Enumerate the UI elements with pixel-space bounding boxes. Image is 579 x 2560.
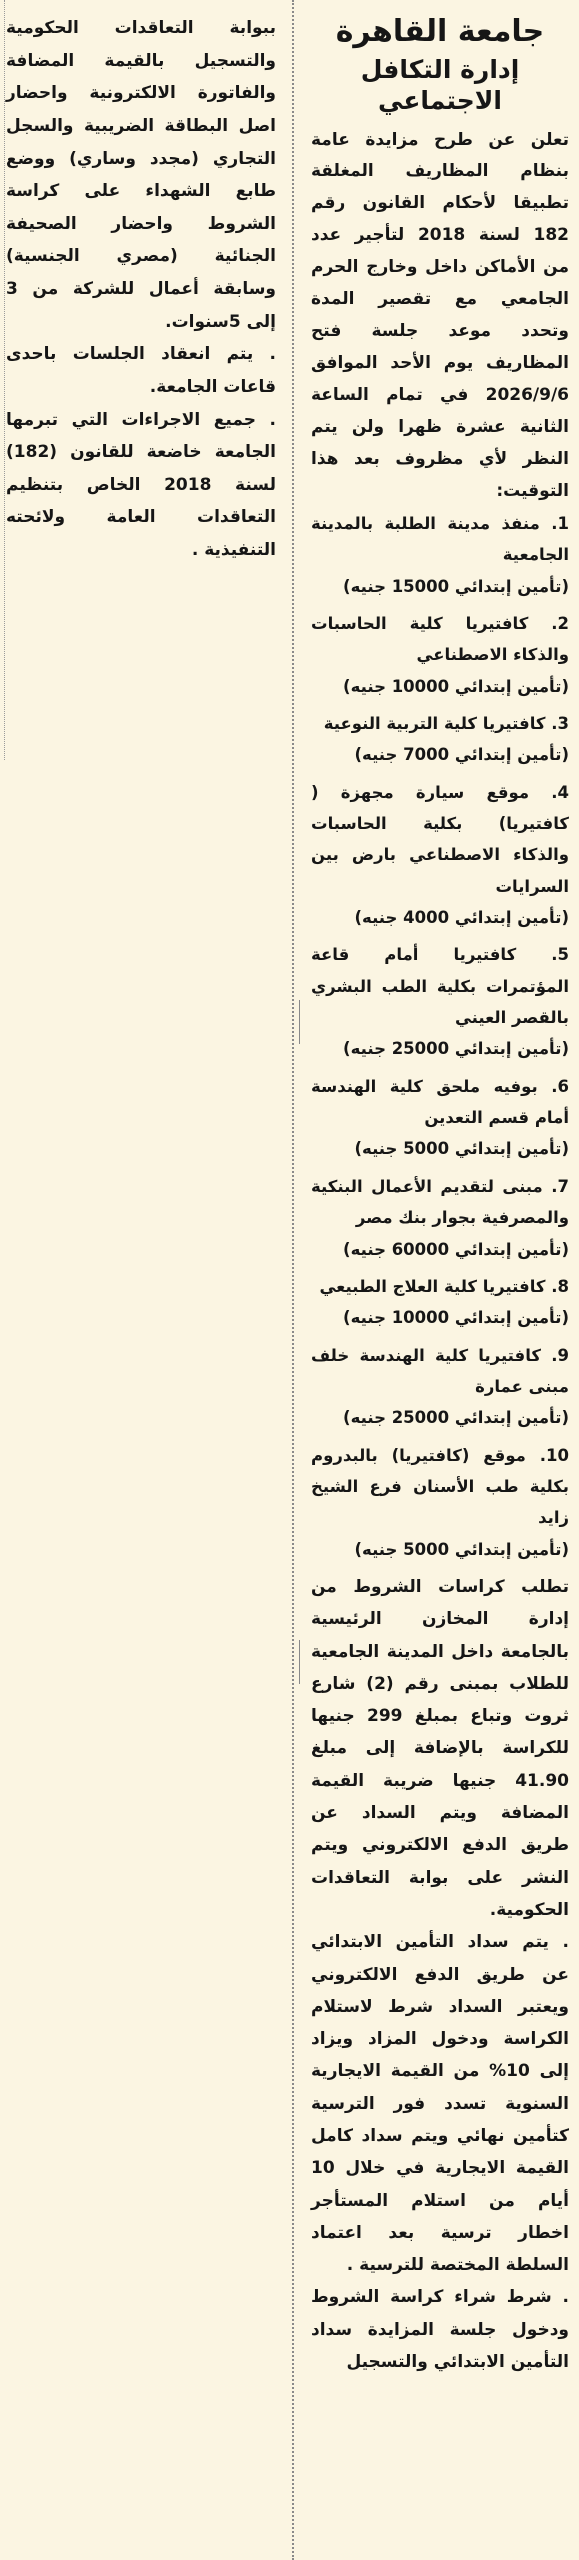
deposit-amount: (تأمين إبتدائي 5000 جنيه) xyxy=(354,1139,569,1159)
university-title: جامعة القاهرة xyxy=(335,14,545,49)
deposit-amount: (تأمين إبتدائي 10000 جنيه) xyxy=(343,676,569,696)
deposit-amount: (تأمين إبتدائي 25000 جنيه) xyxy=(343,1408,569,1428)
list-item: 6. بوفيه ملحق كلية الهندسة أمام قسم التعدين xyxy=(311,1076,569,1128)
list-item: 5. كافتيريا أمام قاعة المؤتمرات بكلية الطب البشري بالقصر العيني xyxy=(311,945,569,1028)
conditions-paragraph: . شرط شراء كراسة الشروط ودخول جلسة المزايدة سداد التأمين الابتدائي والتسجيل xyxy=(311,2287,569,2373)
deposit-amount: (تأمين إبتدائي 5000 جنيه) xyxy=(354,1539,569,1559)
deposit-amount: (تأمين إبتدائي 15000 جنيه) xyxy=(343,576,569,596)
list-item: 1. منفذ مدينة الطلبة بالمدينة الجامعية xyxy=(311,513,569,565)
list-item: 10. موقع (كافتيريا) بالبدروم بكلية طب الأسنان فرع الشيخ زايد xyxy=(311,1445,569,1528)
deposit-amount: (تأمين إبتدائي 25000 جنيه) xyxy=(343,1039,569,1059)
continuation-paragraph: ببوابة التعاقدات الحكومية والتسجيل بالقيمة المضافة والفاتورة الالكترونية واحضار اصل البطاقة الضريبية والسجل التجاري (مجدد وساري) ووضع طابع الشهداء على كراسة الشروط واحضار الصحيفة الجنائية (مصري الجنسية) وسابقة أعمال للشركة من 3 إلى 5سنوات. xyxy=(6,18,276,332)
continuation-paragraph: . يتم انعقاد الجلسات باحدى قاعات الجامعة. xyxy=(6,344,276,397)
intro-paragraph: تعلن عن طرح مزايدة عامة بنظام المظاريف المغلقة تطبيقا لأحكام القانون رقم 182 لسنة 2018 لتأجير عدد من الأماكن داخل وخارج الحرم الجامعي مع تقصير المدة وتحدد موعد جلسة فتح المظاريف يوم الأحد الموافق 2026/9/6 في تمام الساعة الثانية عشرة ظهرا ولن يتم النظر لأي مظروف بعد هذا التوقيت: xyxy=(311,129,569,501)
announcement-main-column xyxy=(303,0,579,2560)
deposit-amount: (تأمين إبتدائي 4000 جنيه) xyxy=(354,908,569,928)
column-tick-mark xyxy=(299,1640,300,1684)
conditions-paragraph: . يتم سداد التأمين الابتدائي عن طريق الدفع الالكتروني ويعتبر السداد شرط لاستلام الكراسة ودخول المزاد ويزاد إلى 10% من القيمة الايجارية السنوية تسدد فور الترسية كتأمين نهائي ويتم سداد كامل القيمة الايجارية في خلال 10 أيام من استلام المستأجر اخطار ترسية بعد اعتماد السلطة المختصة للترسية . xyxy=(311,1932,569,2276)
department-title: إدارة التكافل الاجتماعي xyxy=(360,55,520,116)
list-item: 7. مبنى لتقديم الأعمال البنكية والمصرفية بجوار بنك مصر xyxy=(311,1176,569,1228)
list-item: 2. كافتيريا كلية الحاسبات والذكاء الاصطناعي xyxy=(311,613,569,665)
items-list xyxy=(311,508,569,1565)
deposit-amount: (تأمين إبتدائي 10000 جنيه) xyxy=(343,1308,569,1328)
column-tick-mark xyxy=(299,1000,300,1044)
deposit-amount: (تأمين إبتدائي 7000 جنيه) xyxy=(354,745,569,765)
list-item: 9. كافتيريا كلية الهندسة خلف مبنى عمارة xyxy=(311,1345,569,1396)
conditions-paragraph: تطلب كراسات الشروط من إدارة المخازن الرئيسية بالجامعة داخل المدينة الجامعية للطلاب بمبنى رقم (2) شارع ثروت وتباع بمبلغ 299 جنيها للكراسة بالإضافة إلى مبلغ 41.90 جنيها ضريبة القيمة المضافة ويتم السداد عن طريق الدفع الالكتروني ويتم النشر على بوابة التعاقدات الحكومية. xyxy=(311,1576,569,1920)
announcement-continuation-column xyxy=(0,0,290,760)
deposit-amount: (تأمين إبتدائي 60000 جنيه) xyxy=(343,1239,569,1259)
list-item: 8. كافتيريا كلية العلاج الطبيعي xyxy=(319,1276,569,1296)
list-item: 4. موقع سيارة مجهزة ( كافتيريا) بكلية الحاسبات والذكاء الاصطناعي بارض بين السرايات xyxy=(311,782,569,896)
column-divider xyxy=(292,0,294,2560)
continuation-paragraph: . جميع الاجراءات التي تبرمها الجامعة خاضعة للقانون (182) لسنة 2018 الخاص بتنظيم التعاقدات العامة ولائحته التنفيذية . xyxy=(6,409,276,560)
list-item: 3. كافتيريا كلية التربية النوعية xyxy=(323,714,569,733)
